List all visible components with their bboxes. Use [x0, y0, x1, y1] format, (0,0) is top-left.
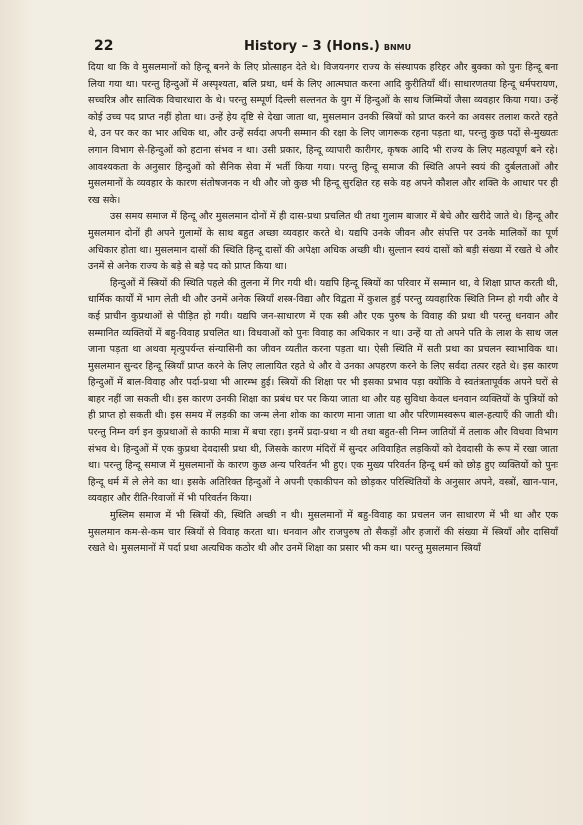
- page-number: 22: [94, 38, 114, 54]
- paragraph: उस समय समाज में हिन्दू और मुसलमान दोनों में ही दास-प्रथा प्रचलित थी तथा गुलाम बाजार में बेचे और खरीदे जाते थे। हिन्दू और मुसलमान दोनों ही अपने गुलामों के साथ बहुत अच्छा व्यवहार करते थे। यद्यपि उनके जीवन और संपत्ति पर उनके मालिकों का पूर्ण अधिकार होता था। मुसलमान दासों की स्थिति हिन्दू दासों की अपेक्षा अधिक अच्छी थी। सुल्तान स्वयं दासों को बड़ी संख्या में रखते थे और उनमें से अनेक राज्य के बड़े से बड़े पद को प्राप्त किया था।: [88, 211, 558, 273]
- page-header: [94, 38, 543, 60]
- running-title: History – 3 (Hons.): [244, 39, 380, 54]
- paragraph: दिया था कि वे मुसलमानों को हिन्दू बनने के लिए प्रोत्साहन देते थे। विजयनगर राज्य के संस्थापक हरिहर और बुक्का को पुनः हिन्दू बना लिया गया था। परन्तु हिन्दुओं में अस्पृश्यता, बलि प्रथा, धर्म के लिए आत्मघात करना आदि कुरीतियाँ थीं। साधारणतया हिन्दू धर्मपरायण, सच्चरित्र और सात्विक विचारधारा के थे। परन्तु सम्पूर्ण दिल्ली सल्तनत के युग में हिन्दुओं के साथ जिम्मियों जैसा व्यवहार किया गया। उन्हें कोई उच्च पद प्राप्त नहीं होता था। उन्हें हेय दृष्टि से देखा जाता था, मुसलमान उनकी स्त्रियों को प्राप्त करने का अवसर तलाश करते रहते थे, उन पर कर का भार अधिक था, और उन्हें सर्वदा अपनी सम्मान की रक्षा के लिए जागरूक रहना पड़ता था, परन्तु कुछ पदों से-मुख्यतः लगान विभाग से-हिन्दुओं को हटाना संभव न था। उसी प्रकार, हिन्दू व्यापारी कारीगर, कृषक आदि भी राज्य के लिए महत्वपूर्ण बने रहे। आवश्यकता के अनुसार हिन्दुओं को सैनिक सेवा में भर्ती किया गया। परन्तु हिन्दू समाज की स्थिति अपने स्वयं की दुर्बलताओं और मुसलमानों के व्यवहार के कारण संतोषजनक न थी और जो कुछ भी हिन्दू सुरक्षित रह सके वह अपने कौशल और शक्ति के आधार पर ही रख सके।: [88, 62, 558, 206]
- running-subtitle: BNMU: [383, 43, 412, 52]
- body-text: [88, 60, 558, 558]
- paragraph: मुस्लिम समाज में भी स्त्रियों की, स्थिति अच्छी न थी। मुसलमानों में बहु-विवाह का प्रचलन जन साधारण में भी था और एक मुसलमान कम-से-कम चार स्त्रियों से विवाह करता था। धनवान और राजपुरुष तो सैकड़ों और हजारों की संख्या में स्त्रियाँ और दासियाँ रखते थे। मुसलमानों में पर्दा प्रथा अत्यधिक कठोर थी और उनमें शिक्षा का प्रसार भी कम था। परन्तु मुसलमान स्त्रियाँ: [88, 510, 558, 555]
- paragraph: हिन्दुओं में स्त्रियों की स्थिति पहले की तुलना में गिर गयी थी। यद्यपि हिन्दू स्त्रियों का परिवार में सम्मान था, वे शिक्षा प्राप्त करती थी, धार्मिक कार्यों में भाग लेती थी और उनमें अनेक स्त्रियाँ शस्त्र-विद्या और विद्वता में कुशल हुई परन्तु व्यवहारिक स्थिति निम्न हो गयी और वे कई प्राचीन कुप्रथाओं से पीड़ित हो गयी। यद्यपि जन-साधारण में एक स्त्री और एक पुरुष के विवाह की प्रथा थी परन्तु धनवान और सम्मानित व्यक्तियों में बहु-विवाह प्रचलित था। विधवाओं को पुनः विवाह का अधिकार न था। उन्हें या तो अपने पति के लाश के साथ जल जाना पड़ता था अथवा मृत्युपर्यन्त संन्यासिनी का जीवन व्यतीत करना पड़ता था। ऐसी स्थिति में सती प्रथा का प्रचलन स्वाभाविक था। मुसलमान सुन्दर हिन्दू स्त्रियाँ प्राप्त करने के लिए लालायित रहते थे और वे उनका अपहरण करने के लिए सर्वदा तत्पर रहते थे। इस कारण हिन्दुओं में बाल-विवाह और पर्दा-प्रथा भी आरम्भ हुई। स्त्रियों की शिक्षा पर भी इसका प्रभाव पड़ा क्योंकि वे स्वतंत्रतापूर्वक अपने घरों से बाहर नहीं जा सकती थी। इस कारण उनकी शिक्षा का प्रबंध घर पर किया जाता था और यह सुविधा केवल धनवान व्यक्तियों के पुत्रियों को ही प्राप्त हो सकती थी। इस समय में लड़की का जन्म लेना शोक का कारण माना जाता था और परिणामस्वरूप बाल-हत्याएँ की जाती थी। परन्तु निम्न वर्ग इन कुप्रथाओं से काफी मात्रा में बचा रहा। इनमें प्रदा-प्रथा न थी तथा बहुत-सी निम्न जातियों में तलाक और विधवा विभाग संभव थे। हिन्दुओं में एक कुप्रथा देवदासी प्रथा थी, जिसके कारण मंदिरों में सुन्दर अविवाहित लड़कियों को देवदासी के रूप में रखा जाता था। परन्तु हिन्दू समाज में मुसलमानों के कारण कुछ अन्य परिवर्तन भी हुए। एक मुख्य परिवर्तन हिन्दू धर्म को छोड़ हुए व्यक्तियों को पुनः हिन्दू धर्म में ले लेने का था। इसके अतिरिक्त हिन्दुओं ने अपनी एकाकीपन को छोड़कर परिस्थितियों के अनुसार अपने, वस्त्रों, खान-पान, व्यवहार और रीति-रिवाजों में भी परिवर्तन किया।: [88, 277, 558, 505]
